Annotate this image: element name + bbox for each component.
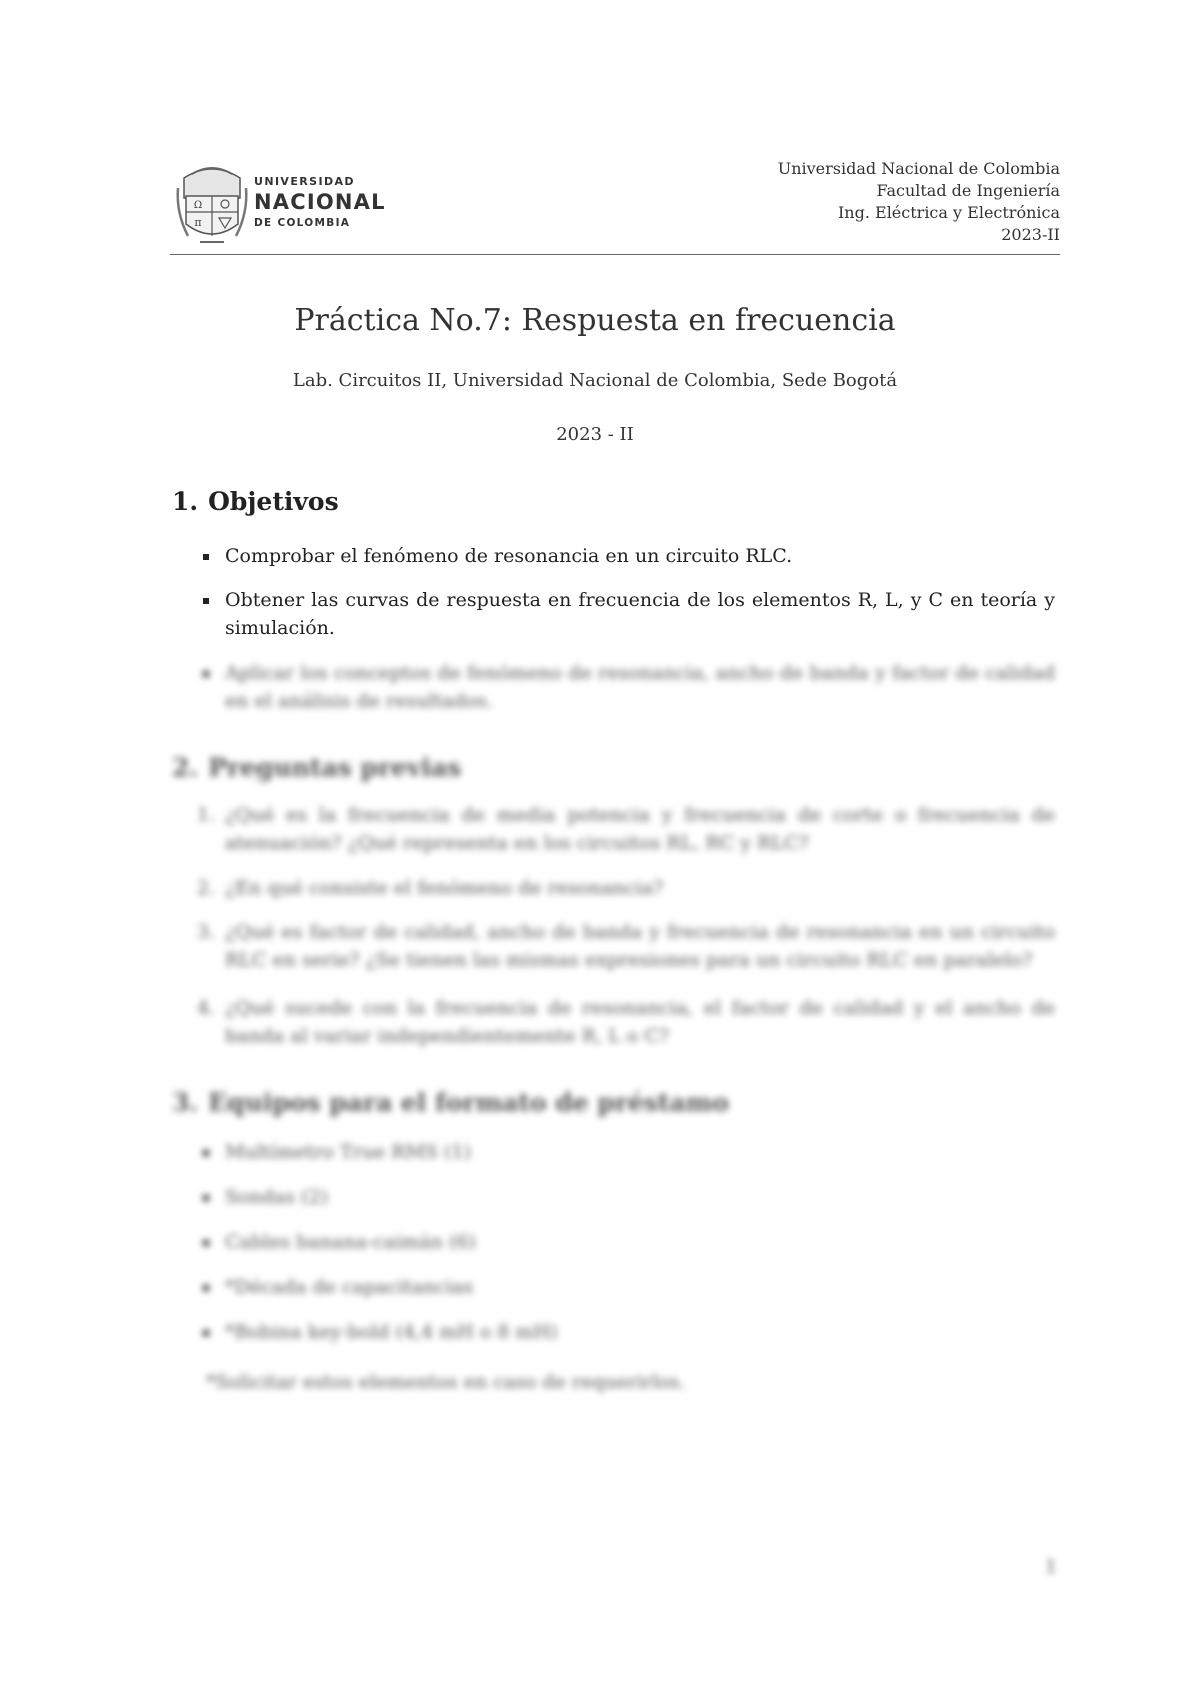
section-title: Objetivos xyxy=(208,487,339,516)
question-item xyxy=(197,918,1055,974)
header-semester: 2023-II xyxy=(1001,225,1060,244)
question-item xyxy=(197,994,1055,1050)
university-logo xyxy=(174,158,384,248)
objective-item: Obtener las curvas de respuesta en frecuencia de los elementos R, L, y C en teoría y simulación. xyxy=(225,586,1055,642)
equipment-item: Multímetro True RMS (1) xyxy=(225,1138,1055,1166)
header-faculty: Facultad de Ingeniería xyxy=(876,181,1060,200)
section-title: Preguntas previas xyxy=(208,753,462,782)
document-date: 2023 - II xyxy=(556,424,634,445)
header-department: Ing. Eléctrica y Electrónica xyxy=(837,203,1060,222)
logo-line-2: NACIONAL xyxy=(254,190,386,214)
question-text: ¿Qué es factor de calidad, ancho de banda y frecuencia de resonancia en un circuito RLC en serie? ¿Se tienen las mismas expresiones para un circuito RLC en paralelo? xyxy=(225,921,1055,971)
document-title: Práctica No.7: Respuesta en frecuencia xyxy=(294,303,896,338)
svg-text:π: π xyxy=(194,216,202,229)
university-crest-icon xyxy=(174,158,250,248)
question-item xyxy=(197,801,1055,857)
question-number: 2. xyxy=(197,877,216,899)
question-text: ¿En qué consiste el fenómeno de resonancia? xyxy=(225,877,664,899)
section-number: 2. xyxy=(172,753,199,782)
page-number: 1 xyxy=(1045,1556,1058,1578)
section-preguntas-heading xyxy=(172,753,461,782)
header-university: Universidad Nacional de Colombia xyxy=(777,159,1060,178)
logo-line-1: UNIVERSIDAD xyxy=(254,175,355,188)
equipment-item: Cables banana-caimán (6) xyxy=(225,1228,1055,1256)
objective-item: Aplicar los conceptos de fenómeno de resonancia, ancho de banda y factor de calidad en el análisis de resultados. xyxy=(225,659,1055,715)
question-item xyxy=(197,874,1055,902)
header-info xyxy=(778,158,1060,246)
equipment-item: *Bobina key-bold (4,4 mH o 8 mH) xyxy=(225,1318,1055,1346)
section-equipos-heading xyxy=(172,1088,729,1117)
logo-line-3: DE COLOMBIA xyxy=(254,217,351,229)
equipment-item: *Década de capacitancias xyxy=(225,1273,1055,1301)
section-objetivos-heading xyxy=(172,487,339,516)
question-text: ¿Qué es la frecuencia de media potencia y frecuencia de corte o frecuencia de atenuación? ¿Qué representa en los circuitos RL, RC y RLC? xyxy=(225,804,1055,854)
page-header xyxy=(170,158,1060,256)
section-number: 3. xyxy=(172,1088,199,1117)
objective-item: Comprobar el fenómeno de resonancia en un circuito RLC. xyxy=(225,542,1055,570)
question-number: 3. xyxy=(197,921,216,943)
document-subtitle: Lab. Circuitos II, Universidad Nacional de Colombia, Sede Bogotá xyxy=(292,370,898,391)
header-divider xyxy=(170,254,1060,255)
question-number: 4. xyxy=(197,997,216,1019)
section-number: 1. xyxy=(172,487,199,516)
question-number: 1. xyxy=(197,804,216,826)
equipment-note: *Solicitar estos elementos en caso de requerirlos. xyxy=(206,1371,686,1393)
equipment-item: Sondas (2) xyxy=(225,1183,1055,1211)
section-title: Equipos para el formato de préstamo xyxy=(208,1088,729,1117)
svg-text:Ω: Ω xyxy=(193,200,203,211)
question-text: ¿Qué sucede con la frecuencia de resonancia, el factor de calidad y el ancho de banda al variar independientemente R, L o C? xyxy=(225,997,1055,1047)
